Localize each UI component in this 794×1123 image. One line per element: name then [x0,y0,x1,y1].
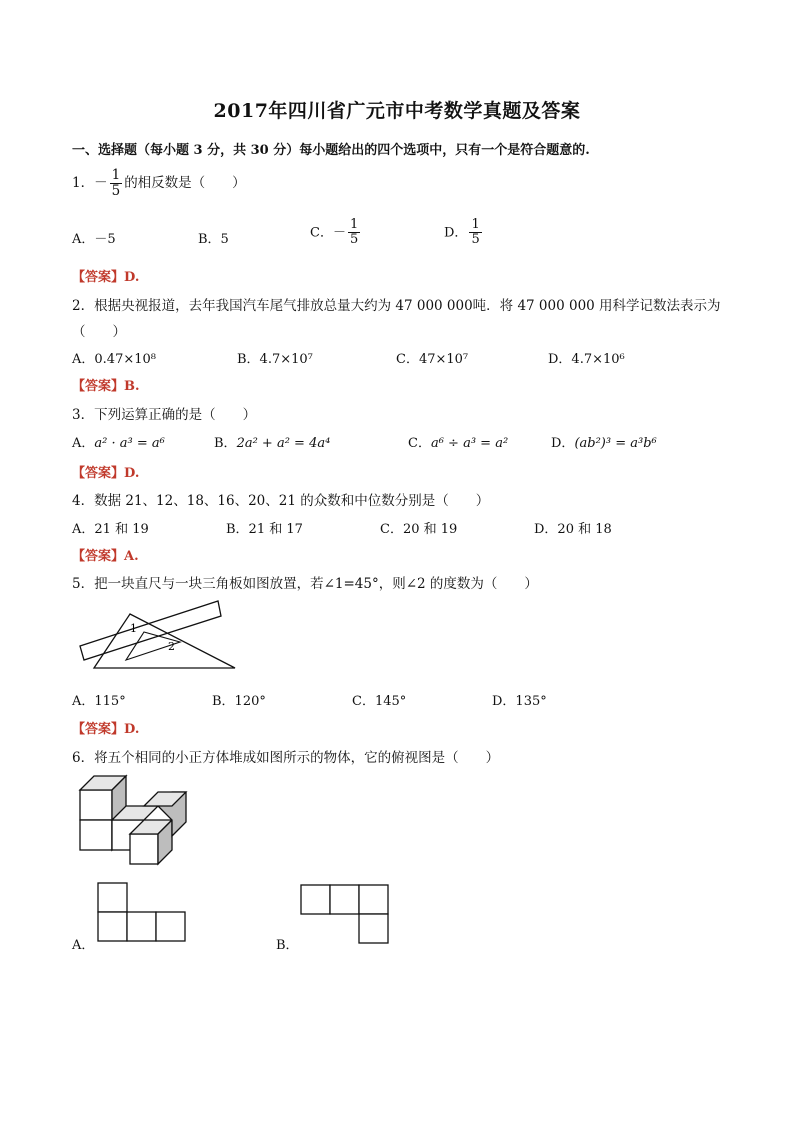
q3-answer-value: D. [124,466,140,481]
q2-answer [72,375,140,394]
q5-option-b: B．120° [212,694,266,709]
q1-answer [72,266,139,285]
q1-d-frac-den: 5 [471,232,480,248]
q3-option-b [214,432,330,451]
question-4: 4．数据 21、12、18、16、20、21 的众数和中位数分别是（ ） [72,493,490,509]
q2-option-d: D．4.7×10⁶ [548,352,625,367]
question-2-line1: 2．根据央视报道，去年我国汽车尾气排放总量大约为 47 000 000吨．将 47 000 000 用科学记数法表示为 [72,298,721,314]
q3-option-c [408,432,508,451]
q1-fraction [110,168,123,199]
question-5: 5．把一块直尺与一块三角板如图放置，若∠1=45°，则∠2 的度数为（ ） [72,576,538,592]
q1-number: 1． [72,174,95,191]
q5-option-a: A．115° [72,694,126,709]
q1-frac-den: 5 [111,182,121,199]
q3-option-a-label: A． [72,436,95,451]
q1-answer-value: D. [124,270,140,285]
q3-option-b-expr: 2a² + a² = 4a⁴ [236,436,331,451]
triangle-outer [94,614,235,668]
q3-option-a-expr: a² · a³ = a⁶ [94,436,165,451]
q3-option-c-expr: a⁶ ÷ a³ = a² [430,436,509,451]
q1-option-d-fraction [469,218,481,248]
q2-option-a: A．0.47×10⁸ [72,352,156,367]
q3-option-d-expr: (ab²)³ = a³b⁶ [574,436,657,451]
q5-option-d: D．135° [492,694,547,709]
q6-option-a-figure [97,882,189,944]
angle-2-label: 2 [168,640,175,653]
stacked-cubes-figure [78,772,190,868]
answer-label: 【答案】 [72,466,125,481]
q2-answer-value: B. [124,379,140,394]
q4-option-a: A．21 和 19 [72,522,149,537]
answer-label: 【答案】 [72,549,125,564]
q3-option-a [72,432,165,451]
q4-option-d: D．20 和 18 [534,522,612,537]
q5-option-c: C．145° [352,694,407,709]
q1-option-a: A．－5 [72,232,116,247]
q1-option-c-label: C．－ [310,225,346,241]
q4-option-b: B．21 和 17 [226,522,303,537]
q1-option-b: B．5 [198,232,229,247]
q3-option-c-label: C． [408,436,431,451]
q1-option-d [444,218,484,248]
q1-option-c-fraction [348,218,360,248]
q3-option-d-label: D． [551,436,575,451]
section-heading: 一、选择题（每小题 3 分，共 30 分）每小题给出的四个选项中，只有一个是符合题意的. [72,143,590,158]
answer-label: 【答案】 [72,270,125,285]
q6-option-b-figure [300,884,392,946]
question-6: 6．将五个相同的小正方体堆成如图所示的物体，它的俯视图是（ ） [72,750,500,766]
q3-option-b-label: B． [214,436,237,451]
q2-option-c: C．47×10⁷ [396,352,469,367]
q6-option-b: B． [276,938,299,953]
ruler-triangle-figure [78,600,238,672]
q3-option-d [551,432,657,451]
q1-sign: － [94,174,108,191]
angle-1-label: 1 [130,622,137,635]
q5-answer [72,718,139,737]
q6-option-a: A． [72,938,95,953]
q1-d-frac-num: 1 [471,217,480,232]
question-1 [72,168,246,199]
q1-suffix: 的相反数是（ ） [124,174,246,191]
q5-answer-value: D. [124,722,140,737]
q3-answer [72,462,139,481]
q2-option-b: B．4.7×10⁷ [237,352,313,367]
q4-answer [72,545,139,564]
q1-frac-num: 1 [111,167,121,183]
q1-option-d-label: D． [444,225,468,241]
q4-answer-value: A. [124,549,139,564]
question-3: 3．下列运算正确的是（ ） [72,407,257,423]
question-2-line2: （ ） [72,324,126,340]
q1-c-frac-num: 1 [349,217,359,232]
ruler-shape [80,601,221,660]
answer-label: 【答案】 [72,379,125,394]
q1-c-frac-den: 5 [349,232,359,248]
q1-option-c [310,218,362,248]
q4-option-c: C．20 和 19 [380,522,458,537]
page-title: 2017年四川省广元市中考数学真题及答案 [213,100,581,122]
answer-label: 【答案】 [72,722,125,737]
